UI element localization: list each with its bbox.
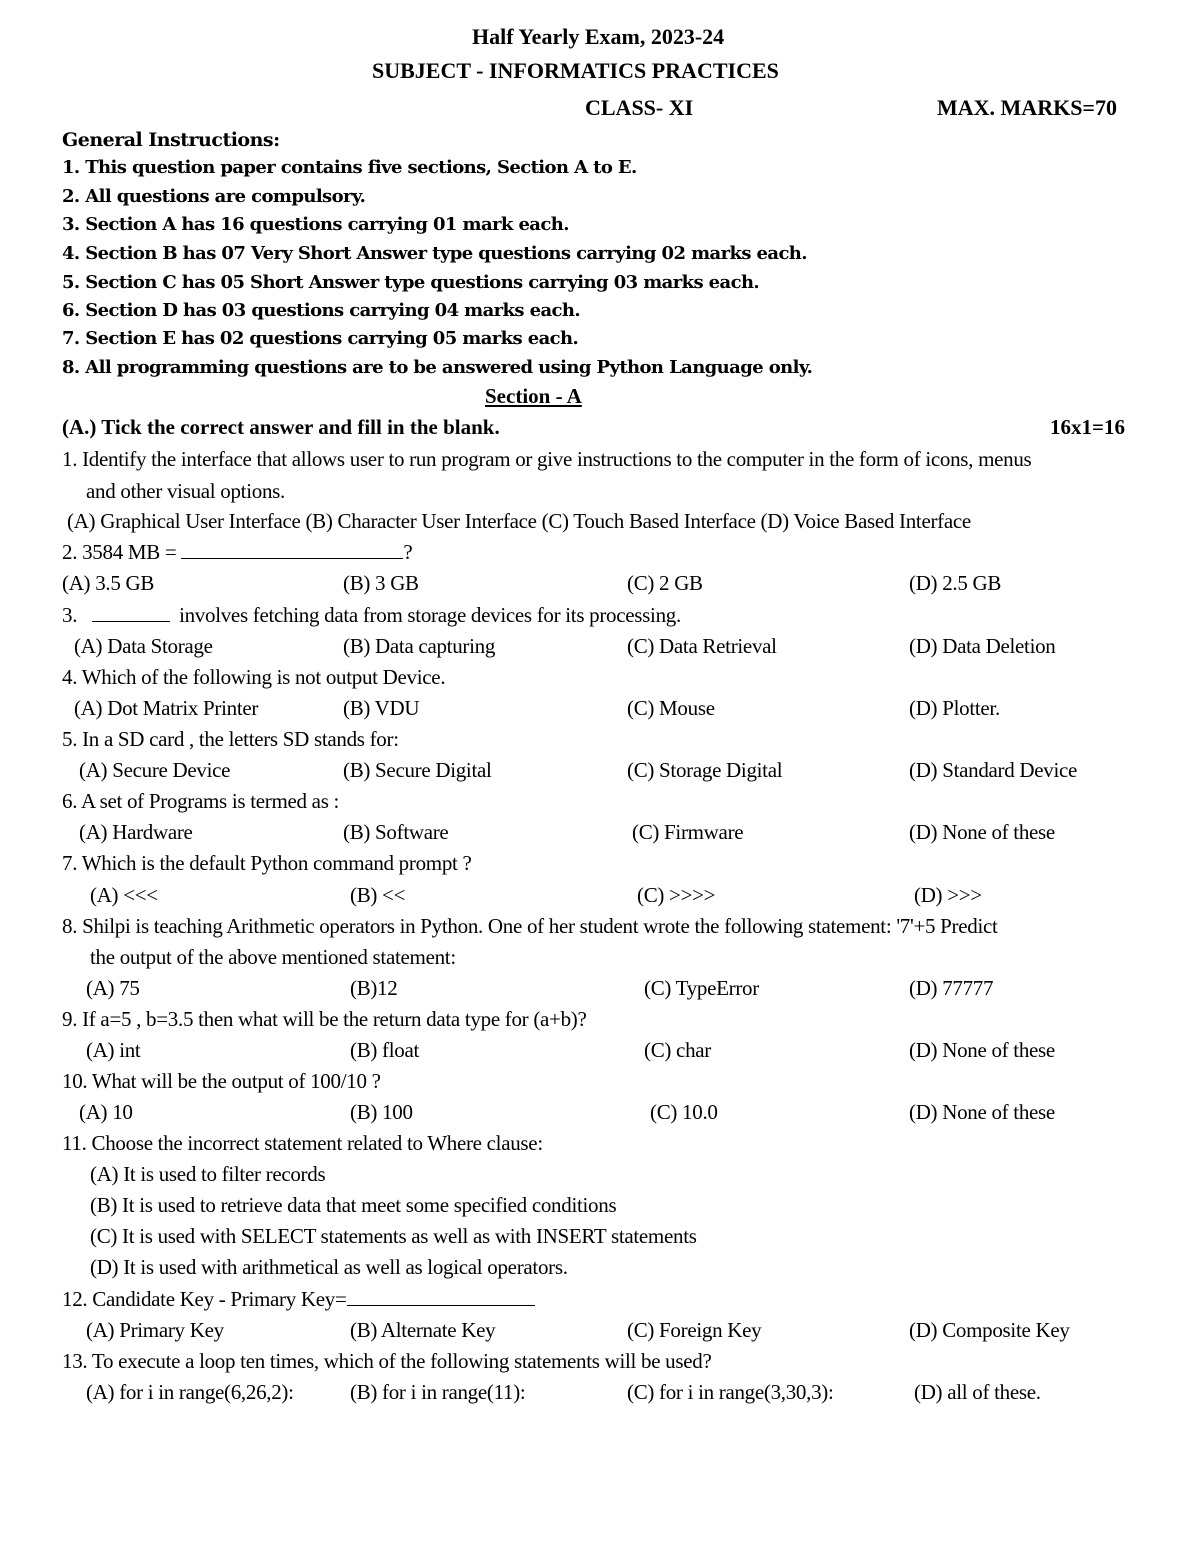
- answer-blank: [92, 603, 170, 622]
- option-b: (B) Secure Digital: [343, 758, 492, 782]
- option-d: (D) None of these: [909, 1038, 1055, 1062]
- option-d: (D) None of these: [909, 820, 1055, 844]
- option-a: (A) Primary Key: [86, 1318, 224, 1342]
- part-heading: (A.) Tick the correct answer and fill in the blank.: [62, 415, 500, 439]
- option-d: (D) Composite Key: [909, 1318, 1070, 1342]
- option-c: (C) char: [644, 1038, 711, 1062]
- question-1-continued: and other visual options.: [86, 479, 285, 503]
- option-c: (C) Data Retrieval: [627, 634, 777, 658]
- option-d: (D) It is used with arithmetical as well as logical operators.: [90, 1255, 568, 1279]
- question-7: 7. Which is the default Python command prompt ?: [62, 851, 472, 875]
- question-8-continued: the output of the above mentioned statement:: [90, 945, 456, 969]
- option-d: (D) >>>: [914, 883, 982, 907]
- class-label: CLASS- XI: [585, 95, 694, 120]
- instruction-item: 7. Section E has 02 questions carrying 05 marks each.: [62, 328, 579, 349]
- option-c: (C) Foreign Key: [627, 1318, 762, 1342]
- option-b: (B)12: [350, 976, 398, 1000]
- option-a: (A) int: [86, 1038, 141, 1062]
- option-d: (D) Data Deletion: [909, 634, 1056, 658]
- option-d: (D) Plotter.: [909, 696, 1000, 720]
- question-5: 5. In a SD card , the letters SD stands for:: [62, 727, 399, 751]
- option-b: (B) It is used to retrieve data that meet some specified conditions: [90, 1193, 617, 1217]
- question-11: 11. Choose the incorrect statement related to Where clause:: [62, 1131, 543, 1155]
- option-c: (C) Storage Digital: [627, 758, 783, 782]
- instructions-title: General Instructions:: [62, 129, 280, 151]
- subject-title: SUBJECT - INFORMATICS PRACTICES: [372, 58, 779, 83]
- answer-blank: [347, 1287, 535, 1306]
- option-c: (C) >>>>: [637, 883, 716, 907]
- option-a: (A) <<<: [90, 883, 158, 907]
- question-2-suffix: ?: [403, 540, 413, 564]
- answer-blank: [181, 540, 403, 559]
- option-c: (C) 2 GB: [627, 571, 703, 595]
- section-heading: Section - A: [485, 384, 582, 408]
- option-a: (A) 3.5 GB: [62, 571, 155, 595]
- option-d: (D) all of these.: [914, 1380, 1041, 1404]
- part-marks: 16x1=16: [1050, 415, 1125, 439]
- question-8: 8. Shilpi is teaching Arithmetic operators in Python. One of her student wrote the following statement: '7'+5 Predict: [62, 914, 998, 938]
- option-a: (A) 10: [79, 1100, 133, 1124]
- option-a: (A) Dot Matrix Printer: [74, 696, 259, 720]
- question-4: 4. Which of the following is not output Device.: [62, 665, 446, 689]
- option-b: (B) for i in range(11):: [350, 1380, 526, 1404]
- option-d: (D) 77777: [909, 976, 994, 1000]
- max-marks-label: MAX. MARKS=70: [937, 95, 1117, 120]
- question-9: 9. If a=5 , b=3.5 then what will be the return data type for (a+b)?: [62, 1007, 587, 1031]
- question-3-suffix: involves fetching data from storage devices for its processing.: [179, 603, 681, 627]
- instruction-item: 8. All programming questions are to be answered using Python Language only.: [62, 357, 813, 378]
- question-1: 1. Identify the interface that allows user to run program or give instructions to the computer in the form of icons, menus: [62, 447, 1032, 471]
- question-1-options: (A) Graphical User Interface (B) Character User Interface (C) Touch Based Interface (D) Voice Based Interface: [67, 509, 971, 533]
- question-6: 6. A set of Programs is termed as :: [62, 789, 340, 813]
- question-12-text: 12. Candidate Key - Primary Key=: [62, 1287, 347, 1311]
- option-a: (A) It is used to filter records: [90, 1162, 326, 1186]
- option-c: (C) Firmware: [632, 820, 744, 844]
- option-a: (A) for i in range(6,26,2):: [86, 1380, 294, 1404]
- question-3: [62, 603, 681, 628]
- option-b: (B) float: [350, 1038, 420, 1062]
- option-a: (A) Data Storage: [74, 634, 213, 658]
- instruction-item: 4. Section B has 07 Very Short Answer type questions carrying 02 marks each.: [62, 243, 807, 264]
- exam-title: Half Yearly Exam, 2023-24: [472, 24, 725, 49]
- option-b: (B) 100: [350, 1100, 413, 1124]
- instruction-item: 6. Section D has 03 questions carrying 04 marks each.: [62, 300, 581, 321]
- question-12: [62, 1287, 535, 1312]
- instruction-item: 1. This question paper contains five sections, Section A to E.: [62, 157, 637, 178]
- option-c: (C) for i in range(3,30,3):: [627, 1380, 834, 1404]
- option-a: (A) Hardware: [79, 820, 193, 844]
- option-c: (C) TypeError: [644, 976, 759, 1000]
- option-a: (A) 75: [86, 976, 140, 1000]
- option-d: (D) 2.5 GB: [909, 571, 1002, 595]
- option-a: (A) Secure Device: [79, 758, 231, 782]
- option-b: (B) <<: [350, 883, 406, 907]
- option-c: (C) Mouse: [627, 696, 715, 720]
- instruction-item: 3. Section A has 16 questions carrying 01 mark each.: [62, 214, 569, 235]
- option-d: (D) Standard Device: [909, 758, 1078, 782]
- option-d: (D) None of these: [909, 1100, 1055, 1124]
- option-b: (B) 3 GB: [343, 571, 419, 595]
- option-b: (B) Data capturing: [343, 634, 496, 658]
- option-b: (B) Software: [343, 820, 449, 844]
- instruction-item: 2. All questions are compulsory.: [62, 186, 366, 207]
- question-2: [62, 540, 412, 565]
- option-b: (B) Alternate Key: [350, 1318, 496, 1342]
- question-10: 10. What will be the output of 100/10 ?: [62, 1069, 381, 1093]
- instruction-item: 5. Section C has 05 Short Answer type questions carrying 03 marks each.: [62, 272, 760, 293]
- question-13: 13. To execute a loop ten times, which of the following statements will be used?: [62, 1349, 712, 1373]
- option-c: (C) It is used with SELECT statements as well as with INSERT statements: [90, 1224, 697, 1248]
- question-3-text: 3.: [62, 603, 78, 627]
- option-b: (B) VDU: [343, 696, 420, 720]
- question-2-text: 2. 3584 MB =: [62, 540, 177, 564]
- option-c: (C) 10.0: [650, 1100, 718, 1124]
